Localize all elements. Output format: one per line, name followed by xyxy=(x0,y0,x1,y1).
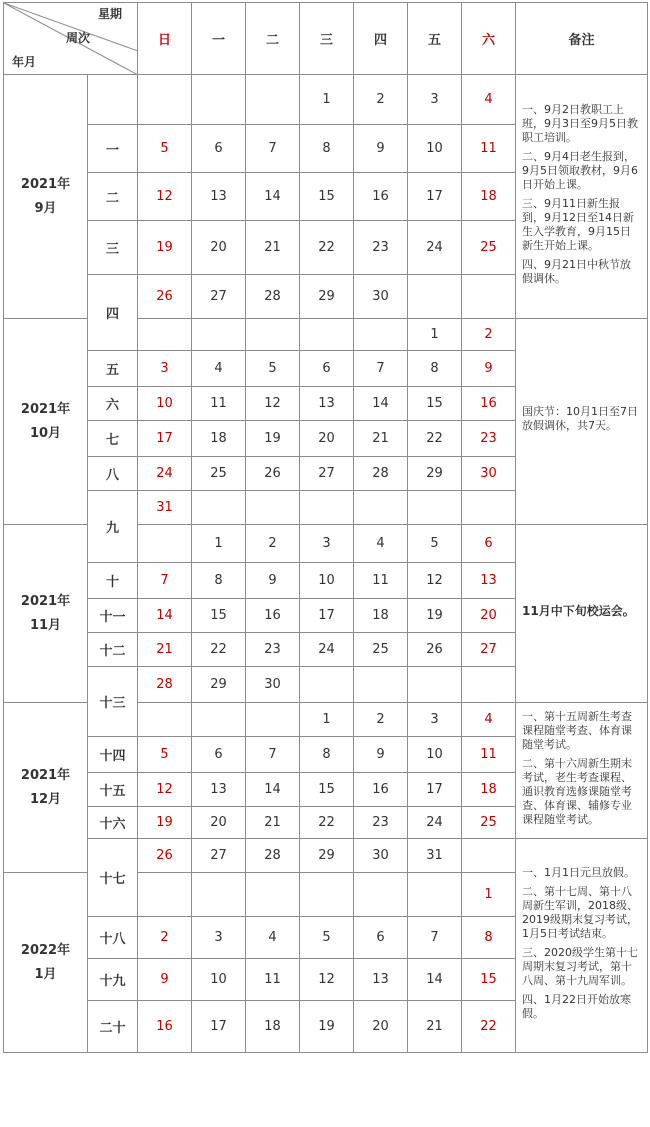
calendar-row xyxy=(4,839,648,873)
notes-header: 备注 xyxy=(516,3,648,75)
day-cell xyxy=(192,491,246,525)
day-cell: 19 xyxy=(138,221,192,275)
day-cell: 30 xyxy=(354,839,408,873)
corner-weekday-label: 星期 xyxy=(98,7,123,21)
day-cell xyxy=(354,491,408,525)
day-cell: 1 xyxy=(408,319,462,351)
day-cell xyxy=(246,703,300,737)
day-cell: 9 xyxy=(138,959,192,1001)
day-cell: 2 xyxy=(354,75,408,125)
day-cell xyxy=(300,491,354,525)
day-cell: 6 xyxy=(462,525,516,563)
day-cell xyxy=(246,873,300,917)
week-number-cell: 十四 xyxy=(88,737,138,773)
note-item: 二、第十七周、第十八周新生军训，2018级、2019级期末复习考试，1月5日考试结束。 xyxy=(522,884,638,940)
day-cell: 1 xyxy=(300,75,354,125)
week-number-cell: 七 xyxy=(88,421,138,457)
note-item: 11月中下旬校运会。 xyxy=(522,604,635,618)
day-cell: 25 xyxy=(462,807,516,839)
day-cell xyxy=(138,703,192,737)
day-cell: 2 xyxy=(354,703,408,737)
day-cell: 13 xyxy=(354,959,408,1001)
day-cell: 26 xyxy=(138,839,192,873)
day-cell xyxy=(192,703,246,737)
day-cell xyxy=(408,491,462,525)
note-item: 一、第十五周新生考查课程随堂考查、体育课随堂考试。 xyxy=(522,709,632,751)
day-cell: 28 xyxy=(354,457,408,491)
day-cell: 4 xyxy=(354,525,408,563)
day-cell xyxy=(462,275,516,319)
day-cell: 31 xyxy=(138,491,192,525)
day-cell: 29 xyxy=(300,839,354,873)
day-cell xyxy=(138,525,192,563)
day-cell: 24 xyxy=(408,221,462,275)
day-cell xyxy=(462,667,516,703)
weekday-header: 四 xyxy=(354,3,408,75)
day-cell xyxy=(192,319,246,351)
day-cell: 6 xyxy=(192,737,246,773)
day-cell: 3 xyxy=(408,75,462,125)
year-label: 2021年 xyxy=(20,176,71,192)
year-label: 2022年 xyxy=(20,942,71,958)
week-number-cell: 二十 xyxy=(88,1001,138,1053)
day-cell: 1 xyxy=(192,525,246,563)
day-cell: 11 xyxy=(462,125,516,173)
day-cell: 29 xyxy=(300,275,354,319)
day-cell: 22 xyxy=(408,421,462,457)
day-cell: 10 xyxy=(408,125,462,173)
day-cell: 25 xyxy=(192,457,246,491)
day-cell: 26 xyxy=(138,275,192,319)
day-cell: 7 xyxy=(246,125,300,173)
day-cell: 4 xyxy=(462,75,516,125)
day-cell: 8 xyxy=(300,737,354,773)
day-cell: 20 xyxy=(192,221,246,275)
day-cell: 3 xyxy=(300,525,354,563)
day-cell xyxy=(408,667,462,703)
day-cell: 12 xyxy=(300,959,354,1001)
week-number-cell: 十三 xyxy=(88,667,138,737)
day-cell: 14 xyxy=(138,599,192,633)
week-number-cell: 一 xyxy=(88,125,138,173)
day-cell: 20 xyxy=(192,807,246,839)
day-cell: 12 xyxy=(408,563,462,599)
day-cell: 14 xyxy=(246,173,300,221)
corner-week-label: 周次 xyxy=(66,31,91,45)
weekday-header: 五 xyxy=(408,3,462,75)
day-cell: 18 xyxy=(354,599,408,633)
day-cell: 23 xyxy=(354,221,408,275)
day-cell: 7 xyxy=(138,563,192,599)
weekday-header: 一 xyxy=(192,3,246,75)
week-number-cell: 十八 xyxy=(88,917,138,959)
day-cell: 15 xyxy=(408,387,462,421)
day-cell xyxy=(462,491,516,525)
day-cell: 18 xyxy=(192,421,246,457)
note-item: 二、9月4日老生报到，9月5日领取教材，9月6日开始上课。 xyxy=(522,149,638,191)
day-cell: 18 xyxy=(462,173,516,221)
day-cell: 24 xyxy=(300,633,354,667)
day-cell: 24 xyxy=(408,807,462,839)
day-cell: 22 xyxy=(300,807,354,839)
notes-cell xyxy=(516,75,648,319)
day-cell: 5 xyxy=(138,125,192,173)
day-cell: 8 xyxy=(408,351,462,387)
day-cell: 16 xyxy=(246,599,300,633)
week-number-cell: 四 xyxy=(88,275,138,351)
day-cell: 22 xyxy=(462,1001,516,1053)
header-row xyxy=(4,3,648,75)
corner-month-label: 年月 xyxy=(12,55,37,69)
day-cell: 15 xyxy=(300,773,354,807)
day-cell: 17 xyxy=(408,773,462,807)
day-cell: 11 xyxy=(192,387,246,421)
month-label-cell xyxy=(4,75,88,319)
note-item: 国庆节：10月1日至7日放假调休，共7天。 xyxy=(522,405,638,432)
day-cell xyxy=(300,319,354,351)
day-cell xyxy=(354,873,408,917)
day-cell: 11 xyxy=(246,959,300,1001)
day-cell: 9 xyxy=(462,351,516,387)
day-cell: 16 xyxy=(354,773,408,807)
day-cell: 28 xyxy=(246,839,300,873)
day-cell: 19 xyxy=(300,1001,354,1053)
day-cell: 11 xyxy=(354,563,408,599)
month-label: 11月 xyxy=(29,617,62,633)
day-cell xyxy=(300,873,354,917)
corner-cell xyxy=(4,3,138,75)
day-cell: 19 xyxy=(246,421,300,457)
day-cell: 17 xyxy=(300,599,354,633)
day-cell: 10 xyxy=(300,563,354,599)
day-cell: 17 xyxy=(408,173,462,221)
day-cell xyxy=(246,491,300,525)
day-cell: 9 xyxy=(354,737,408,773)
week-number-cell xyxy=(88,75,138,125)
day-cell: 4 xyxy=(246,917,300,959)
day-cell: 13 xyxy=(192,173,246,221)
notes-cell xyxy=(516,319,648,525)
day-cell: 20 xyxy=(354,1001,408,1053)
week-number-cell: 十七 xyxy=(88,839,138,917)
day-cell: 16 xyxy=(354,173,408,221)
day-cell: 15 xyxy=(300,173,354,221)
day-cell: 20 xyxy=(300,421,354,457)
day-cell: 16 xyxy=(462,387,516,421)
day-cell xyxy=(246,75,300,125)
day-cell: 30 xyxy=(462,457,516,491)
day-cell xyxy=(138,873,192,917)
day-cell: 23 xyxy=(354,807,408,839)
day-cell: 3 xyxy=(408,703,462,737)
day-cell: 26 xyxy=(246,457,300,491)
day-cell: 17 xyxy=(138,421,192,457)
day-cell xyxy=(462,839,516,873)
day-cell: 24 xyxy=(138,457,192,491)
day-cell: 27 xyxy=(192,839,246,873)
day-cell: 8 xyxy=(300,125,354,173)
year-label: 2021年 xyxy=(20,401,71,417)
note-item: 一、1月1日元旦放假。 xyxy=(522,865,635,879)
day-cell: 9 xyxy=(354,125,408,173)
note-item: 一、9月2日教职工上班，9月3日至9月5日教职工培训。 xyxy=(522,102,638,144)
week-number-cell: 八 xyxy=(88,457,138,491)
week-number-cell: 三 xyxy=(88,221,138,275)
day-cell: 1 xyxy=(300,703,354,737)
day-cell: 3 xyxy=(138,351,192,387)
week-number-cell: 十 xyxy=(88,563,138,599)
day-cell: 21 xyxy=(246,221,300,275)
day-cell: 29 xyxy=(192,667,246,703)
day-cell: 23 xyxy=(246,633,300,667)
day-cell xyxy=(354,319,408,351)
day-cell: 30 xyxy=(246,667,300,703)
month-label: 1月 xyxy=(34,966,57,982)
day-cell: 27 xyxy=(462,633,516,667)
day-cell: 10 xyxy=(408,737,462,773)
day-cell xyxy=(192,75,246,125)
day-cell: 2 xyxy=(138,917,192,959)
year-label: 2021年 xyxy=(20,593,71,609)
day-cell: 28 xyxy=(138,667,192,703)
day-cell: 13 xyxy=(192,773,246,807)
notes-cell xyxy=(516,703,648,839)
month-label-cell xyxy=(4,525,88,703)
note-item: 三、9月11日新生报到，9月12日至14日新生入学教育，9月15日新生开始上课。 xyxy=(522,196,634,252)
calendar-row xyxy=(4,75,648,125)
day-cell: 11 xyxy=(462,737,516,773)
day-cell: 12 xyxy=(246,387,300,421)
day-cell: 18 xyxy=(246,1001,300,1053)
day-cell: 6 xyxy=(192,125,246,173)
month-label-cell xyxy=(4,873,88,1053)
day-cell: 17 xyxy=(192,1001,246,1053)
day-cell: 14 xyxy=(246,773,300,807)
day-cell: 12 xyxy=(138,173,192,221)
day-cell: 13 xyxy=(462,563,516,599)
weekday-header: 日 xyxy=(138,3,192,75)
day-cell: 2 xyxy=(462,319,516,351)
day-cell: 15 xyxy=(192,599,246,633)
day-cell xyxy=(408,275,462,319)
day-cell: 5 xyxy=(138,737,192,773)
school-calendar-table xyxy=(3,2,648,1053)
day-cell: 26 xyxy=(408,633,462,667)
month-label: 12月 xyxy=(29,791,62,807)
day-cell: 7 xyxy=(408,917,462,959)
day-cell: 12 xyxy=(138,773,192,807)
week-number-cell: 十五 xyxy=(88,773,138,807)
month-label: 9月 xyxy=(34,200,57,216)
week-number-cell: 十二 xyxy=(88,633,138,667)
week-number-cell: 二 xyxy=(88,173,138,221)
year-label: 2021年 xyxy=(20,767,71,783)
week-number-cell: 十一 xyxy=(88,599,138,633)
weekday-header: 三 xyxy=(300,3,354,75)
day-cell: 9 xyxy=(246,563,300,599)
day-cell: 14 xyxy=(354,387,408,421)
day-cell: 14 xyxy=(408,959,462,1001)
notes-cell xyxy=(516,839,648,1053)
day-cell: 8 xyxy=(192,563,246,599)
day-cell: 10 xyxy=(138,387,192,421)
day-cell: 22 xyxy=(300,221,354,275)
weekday-header: 二 xyxy=(246,3,300,75)
day-cell xyxy=(246,319,300,351)
day-cell: 7 xyxy=(354,351,408,387)
week-number-cell: 六 xyxy=(88,387,138,421)
day-cell: 23 xyxy=(462,421,516,457)
day-cell: 2 xyxy=(246,525,300,563)
day-cell: 19 xyxy=(408,599,462,633)
day-cell: 1 xyxy=(462,873,516,917)
note-item: 二、第十六周新生期末考试，老生考查课程、通识教育选修课随堂考查、体育课、辅修专业课程随堂考试。 xyxy=(522,756,632,826)
day-cell: 28 xyxy=(246,275,300,319)
day-cell: 30 xyxy=(354,275,408,319)
day-cell: 21 xyxy=(354,421,408,457)
month-label-cell xyxy=(4,319,88,525)
note-item: 三、2020级学生第十七周期末复习考试，第十八周、第十九周军训。 xyxy=(522,945,638,987)
day-cell xyxy=(354,667,408,703)
day-cell: 21 xyxy=(246,807,300,839)
week-number-cell: 五 xyxy=(88,351,138,387)
day-cell: 16 xyxy=(138,1001,192,1053)
day-cell: 21 xyxy=(408,1001,462,1053)
note-item: 四、9月21日中秋节放假调休。 xyxy=(522,257,631,285)
day-cell: 20 xyxy=(462,599,516,633)
day-cell: 10 xyxy=(192,959,246,1001)
day-cell xyxy=(138,75,192,125)
day-cell: 25 xyxy=(462,221,516,275)
day-cell: 19 xyxy=(138,807,192,839)
month-label: 10月 xyxy=(29,425,62,441)
day-cell: 18 xyxy=(462,773,516,807)
day-cell xyxy=(138,319,192,351)
day-cell: 22 xyxy=(192,633,246,667)
notes-cell xyxy=(516,525,648,703)
weekday-header: 六 xyxy=(462,3,516,75)
day-cell: 6 xyxy=(354,917,408,959)
day-cell: 4 xyxy=(192,351,246,387)
week-number-cell: 十九 xyxy=(88,959,138,1001)
day-cell: 5 xyxy=(246,351,300,387)
day-cell: 31 xyxy=(408,839,462,873)
day-cell: 13 xyxy=(300,387,354,421)
day-cell: 6 xyxy=(300,351,354,387)
day-cell: 27 xyxy=(192,275,246,319)
day-cell xyxy=(192,873,246,917)
day-cell: 27 xyxy=(300,457,354,491)
day-cell: 5 xyxy=(408,525,462,563)
day-cell: 4 xyxy=(462,703,516,737)
month-label-cell xyxy=(4,703,88,873)
day-cell: 7 xyxy=(246,737,300,773)
note-item: 四、1月22日开始放寒假。 xyxy=(522,992,631,1020)
day-cell: 8 xyxy=(462,917,516,959)
week-number-cell: 九 xyxy=(88,491,138,563)
day-cell xyxy=(300,667,354,703)
day-cell: 5 xyxy=(300,917,354,959)
day-cell: 3 xyxy=(192,917,246,959)
day-cell: 25 xyxy=(354,633,408,667)
day-cell: 29 xyxy=(408,457,462,491)
day-cell: 15 xyxy=(462,959,516,1001)
day-cell xyxy=(408,873,462,917)
week-number-cell: 十六 xyxy=(88,807,138,839)
day-cell: 21 xyxy=(138,633,192,667)
